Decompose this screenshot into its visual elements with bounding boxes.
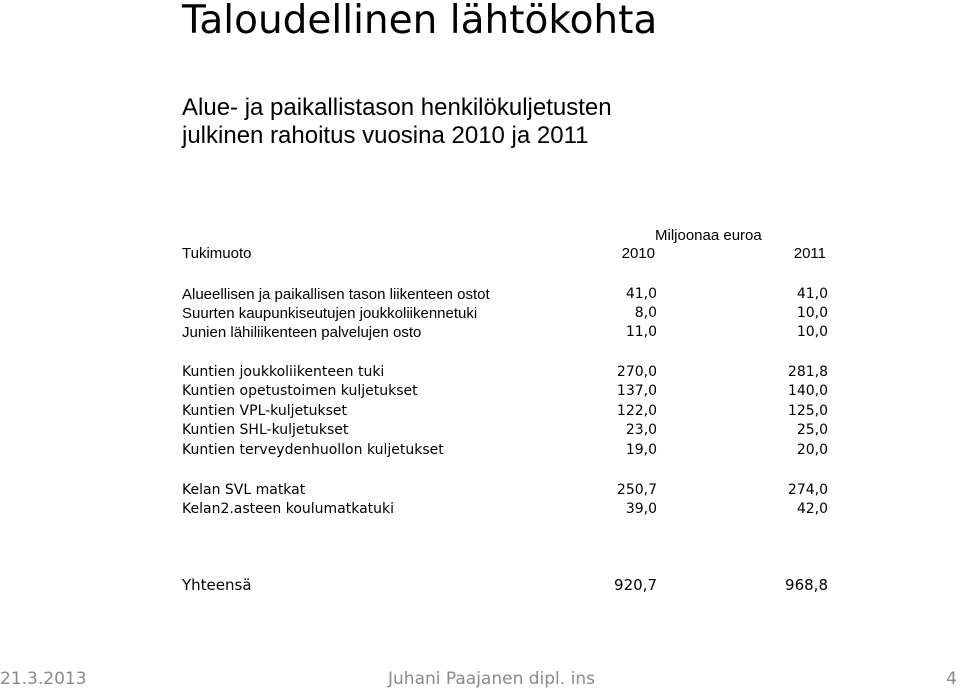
value-2011: 140,0 xyxy=(787,383,828,399)
table-row xyxy=(182,421,830,440)
value-2010: 8,0 xyxy=(634,305,657,321)
subtitle-line-1: Alue- ja paikallistason henkilökuljetusten xyxy=(182,94,612,121)
row-label: Kelan2.asteen koulumatkatuki xyxy=(182,501,395,517)
row-label: Kelan SVL matkat xyxy=(182,482,306,498)
subtitle-line-2: julkinen rahoitus vuosina 2010 ja 2011 xyxy=(182,122,589,149)
value-2011: 281,8 xyxy=(787,364,828,380)
table-row xyxy=(182,285,830,304)
value-2011: 10,0 xyxy=(796,305,828,321)
value-2011: 25,0 xyxy=(796,422,828,438)
row-label: Kuntien opetustoimen kuljetukset xyxy=(182,383,418,399)
value-2011: 42,0 xyxy=(796,501,828,517)
row-label: Suurten kaupunkiseutujen joukkoliikennetuki xyxy=(182,305,478,322)
value-2010: 19,0 xyxy=(625,442,657,458)
value-2010: 23,0 xyxy=(625,422,657,438)
row-label: Junien lähiliikenteen palvelujen osto xyxy=(182,324,422,341)
table-row xyxy=(182,441,830,460)
value-2010: 39,0 xyxy=(625,501,657,517)
value-2010: 137,0 xyxy=(616,383,657,399)
table-row xyxy=(182,304,830,323)
column-header-2010: 2010 xyxy=(621,245,655,262)
row-label: Kuntien SHL-kuljetukset xyxy=(182,422,349,438)
total-label: Yhteensä xyxy=(182,576,252,594)
row-label: Alueellisen ja paikallisen tason liikenteen ostot xyxy=(182,286,490,303)
column-header-2011: 2011 xyxy=(793,245,826,262)
footer-author: Juhani Paajanen dipl. ins xyxy=(388,669,595,689)
value-2011: 20,0 xyxy=(796,442,828,458)
value-2010: 41,0 xyxy=(625,286,657,302)
table-row xyxy=(182,382,830,401)
total-row xyxy=(182,576,830,595)
value-2011: 274,0 xyxy=(787,482,828,498)
slide-title: Taloudellinen lähtökohta xyxy=(182,0,658,43)
value-2011: 125,0 xyxy=(787,403,828,419)
value-2010: 250,7 xyxy=(616,482,657,498)
table-row xyxy=(182,323,830,342)
value-2011: 41,0 xyxy=(796,286,828,302)
row-label: Kuntien terveydenhuollon kuljetukset xyxy=(182,442,444,458)
value-2010: 122,0 xyxy=(616,403,657,419)
value-2010: 270,0 xyxy=(616,364,657,380)
value-2011: 10,0 xyxy=(796,324,828,340)
table-row xyxy=(182,402,830,421)
table-row xyxy=(182,500,830,519)
row-label: Kuntien joukkoliikenteen tuki xyxy=(182,364,385,380)
total-2010: 920,7 xyxy=(614,576,657,594)
row-label: Kuntien VPL-kuljetukset xyxy=(182,403,347,419)
value-2010: 11,0 xyxy=(625,324,657,340)
table-row xyxy=(182,481,830,500)
table-row xyxy=(182,363,830,382)
total-2011: 968,8 xyxy=(785,576,828,594)
slide-subtitle xyxy=(182,94,612,150)
footer-page-number: 4 xyxy=(946,669,957,689)
unit-label: Miljoonaa euroa xyxy=(655,227,762,244)
footer-date: 21.3.2013 xyxy=(0,669,87,689)
column-header-label: Tukimuoto xyxy=(182,245,252,262)
